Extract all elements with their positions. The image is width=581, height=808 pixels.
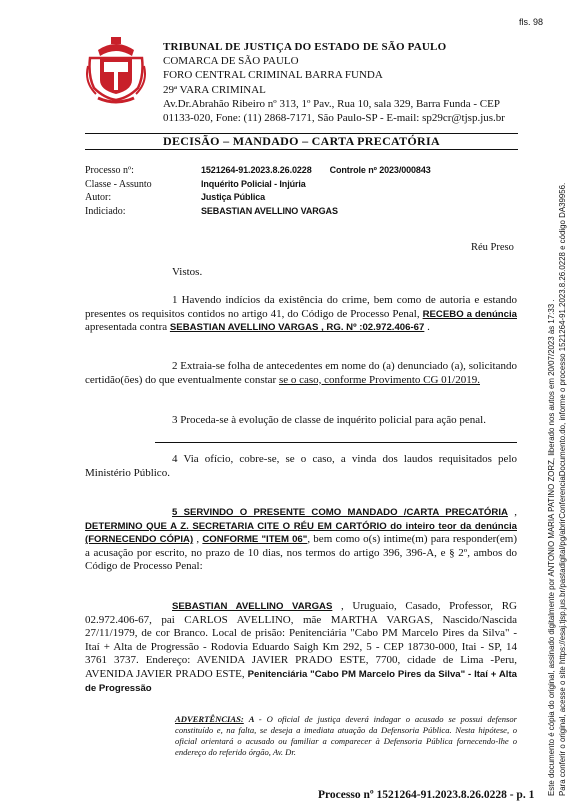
warning-text: O oficial de justiça deverá indagar o acusado se possui defensor constituído e, na falta, se deseja a imediata atuação da Defensoria Pública. Nesta hipótese, o oficial orientará o acusado ou familiar a comparecer à Defensoria Pública fornecendo-lhe o endereço do referido órgão, Av. Dr.: [175, 714, 517, 757]
p1-end: .: [424, 321, 430, 334]
p1-text: 1 Havendo indícios da existência do crime, bem como de autoria e estando presentes os requisitos contidos no artigo 41, do Código de Processo Penal,: [85, 294, 517, 320]
indicted-value: SEBASTIAN AVELLINO VARGAS: [201, 206, 338, 217]
author-row: [85, 191, 431, 205]
case-metadata: [85, 164, 431, 219]
vistos-text: Vistos.: [172, 266, 203, 278]
page-number: fls. 98: [519, 17, 544, 27]
warnings-label: ADVERTÊNCIAS:: [175, 714, 244, 724]
document-title: DECISÃO – MANDADO – CARTA PRECATÓRIA: [85, 133, 518, 150]
process-label: Processo nº:: [85, 165, 134, 176]
defendant-name: SEBASTIAN AVELLINO VARGAS: [172, 601, 333, 612]
defendant-qualification: [85, 600, 517, 695]
court-header: [163, 40, 523, 125]
defendant-prison: Penitenciária "Cabo PM Marcelo Pires da Silva" - Itaí + Alta de Progressão: [85, 668, 518, 694]
vistos-paragraph: [85, 266, 517, 280]
defendant-name-id: SEBASTIAN AVELLINO VARGAS , RG. Nº :02.972.406-67: [169, 322, 425, 334]
p5-sep: ,: [507, 506, 517, 518]
paragraph-3: [85, 414, 517, 428]
warnings-block: [175, 714, 517, 758]
p3-text: 3 Proceda-se à evolução de classe de inquérito policial para ação penal.: [172, 414, 486, 426]
item-reference: CONFORME "ITEM 06": [202, 534, 308, 546]
court-address-line2: 01133-020, Fone: (11) 2868-7171, São Paulo-SP - E-mail: sp29cr@tjsp.jus.br: [163, 112, 505, 125]
district-name: COMARCA DE SÃO PAULO: [163, 55, 299, 68]
class-value: Inquérito Policial - Injúria: [201, 178, 306, 189]
p4-text: 4 Via ofício, cobre-se, se o caso, a vinda dos laudos requisitados pelo Ministério Público.: [85, 453, 517, 479]
tjsp-brasao-logo: [86, 36, 146, 106]
section-divider: [155, 442, 517, 443]
paragraph-1: [85, 294, 517, 335]
court-name: TRIBUNAL DE JUSTIÇA DO ESTADO DE SÃO PAULO: [163, 41, 447, 53]
p5-text: , bem como o(s) intime(m) para responder(em) a acusação por escrito, no prazo de 10 dias, nos termos do artigo 396, 396-A, e § 2º, ambos do Código de Processo Penal:: [85, 533, 518, 573]
process-row: [85, 164, 431, 178]
p1-text-2: apresentada contra: [85, 321, 170, 334]
citation-order: DETERMINO QUE A Z. SECRETARIA CITE O RÉU EM CARTÓRIO do inteiro teor da denúncia (FORNECENDO CÓPIA): [85, 520, 517, 546]
vara-name: 29ª VARA CRIMINAL: [163, 83, 266, 96]
control-number: Controle nº 2023/000843: [329, 165, 431, 175]
court-address-line1: Av.Dr.Abrahão Ribeiro nº 313, 1º Pav., Rua 10, sala 329, Barra Funda - CEP: [163, 97, 500, 110]
p2-text: 2 Extraia-se folha de antecedentes em nome do (a) denunciado (a), solicitando certidão(ões) do que eventualmente constar: [85, 360, 517, 386]
page-footer: Processo nº 1521264-91.2023.8.26.0228 - p. 1: [318, 789, 535, 801]
p5-sep-2: ,: [193, 533, 203, 546]
prisoner-status: Réu Preso: [471, 242, 514, 253]
paragraph-2: [85, 360, 517, 387]
paragraph-4: [85, 453, 517, 480]
provision-reference: se o caso, conforme Provimento CG 01/2019.: [278, 373, 480, 386]
paragraph-5: [85, 506, 517, 574]
order-heading: 5 SERVINDO O PRESENTE COMO MANDADO /CARTA PRECATÓRIA: [172, 507, 508, 518]
receive-complaint: RECEBO a denúncia: [422, 308, 517, 320]
signature-line-1: Este documento é cópia do original, assinado digitalmente por ANTONIO MARIA PATINO ZORZ, liberado nos autos em 20/07/2023 às 17:33 .: [547, 299, 556, 796]
class-label: Classe - Assunto: [85, 178, 152, 190]
class-row: [85, 178, 431, 192]
process-number: 1521264-91.2023.8.26.0228: [201, 165, 312, 175]
forum-name: FORO CENTRAL CRIMINAL BARRA FUNDA: [163, 69, 383, 82]
indicted-row: [85, 205, 431, 219]
defendant-details: , Uruguaio, Casado, Professor, RG 02.972.406-67, pai CARLOS AVELLINO, mãe MARTHA VARGAS, Nascido/Nascida 27/11/1979, de cor Branco. Local de prisão: Penitenciária "Cabo PM Marcelo Pires da Silva" - Itaí + Alta de Progressão - Rodovia Eduardo Saigh Km 292, 5 - CEP 18730-000, Itai - SP, 14 3761 3737. Endereço: AVENIDA JAVIER PRADO ESTE, 7700, cidade de Lima -Peru, AVENIDA JAVIER PRADO ESTE,: [85, 600, 517, 680]
indicted-label: Indiciado:: [85, 206, 126, 218]
signature-line-2: Para conferir o original, acesse o site https://esaj.tjsp.jus.br/pastadigital/pg/abrirConferenciaDocumento.do, informe o processo 1521264-91.2023.8.26.0228 e código DA39956.: [558, 182, 567, 796]
author-value: Justiça Pública: [201, 192, 266, 203]
digital-signature-notice: [546, 96, 568, 796]
author-label: Autor:: [85, 192, 112, 204]
warning-item: A -: [248, 714, 262, 724]
